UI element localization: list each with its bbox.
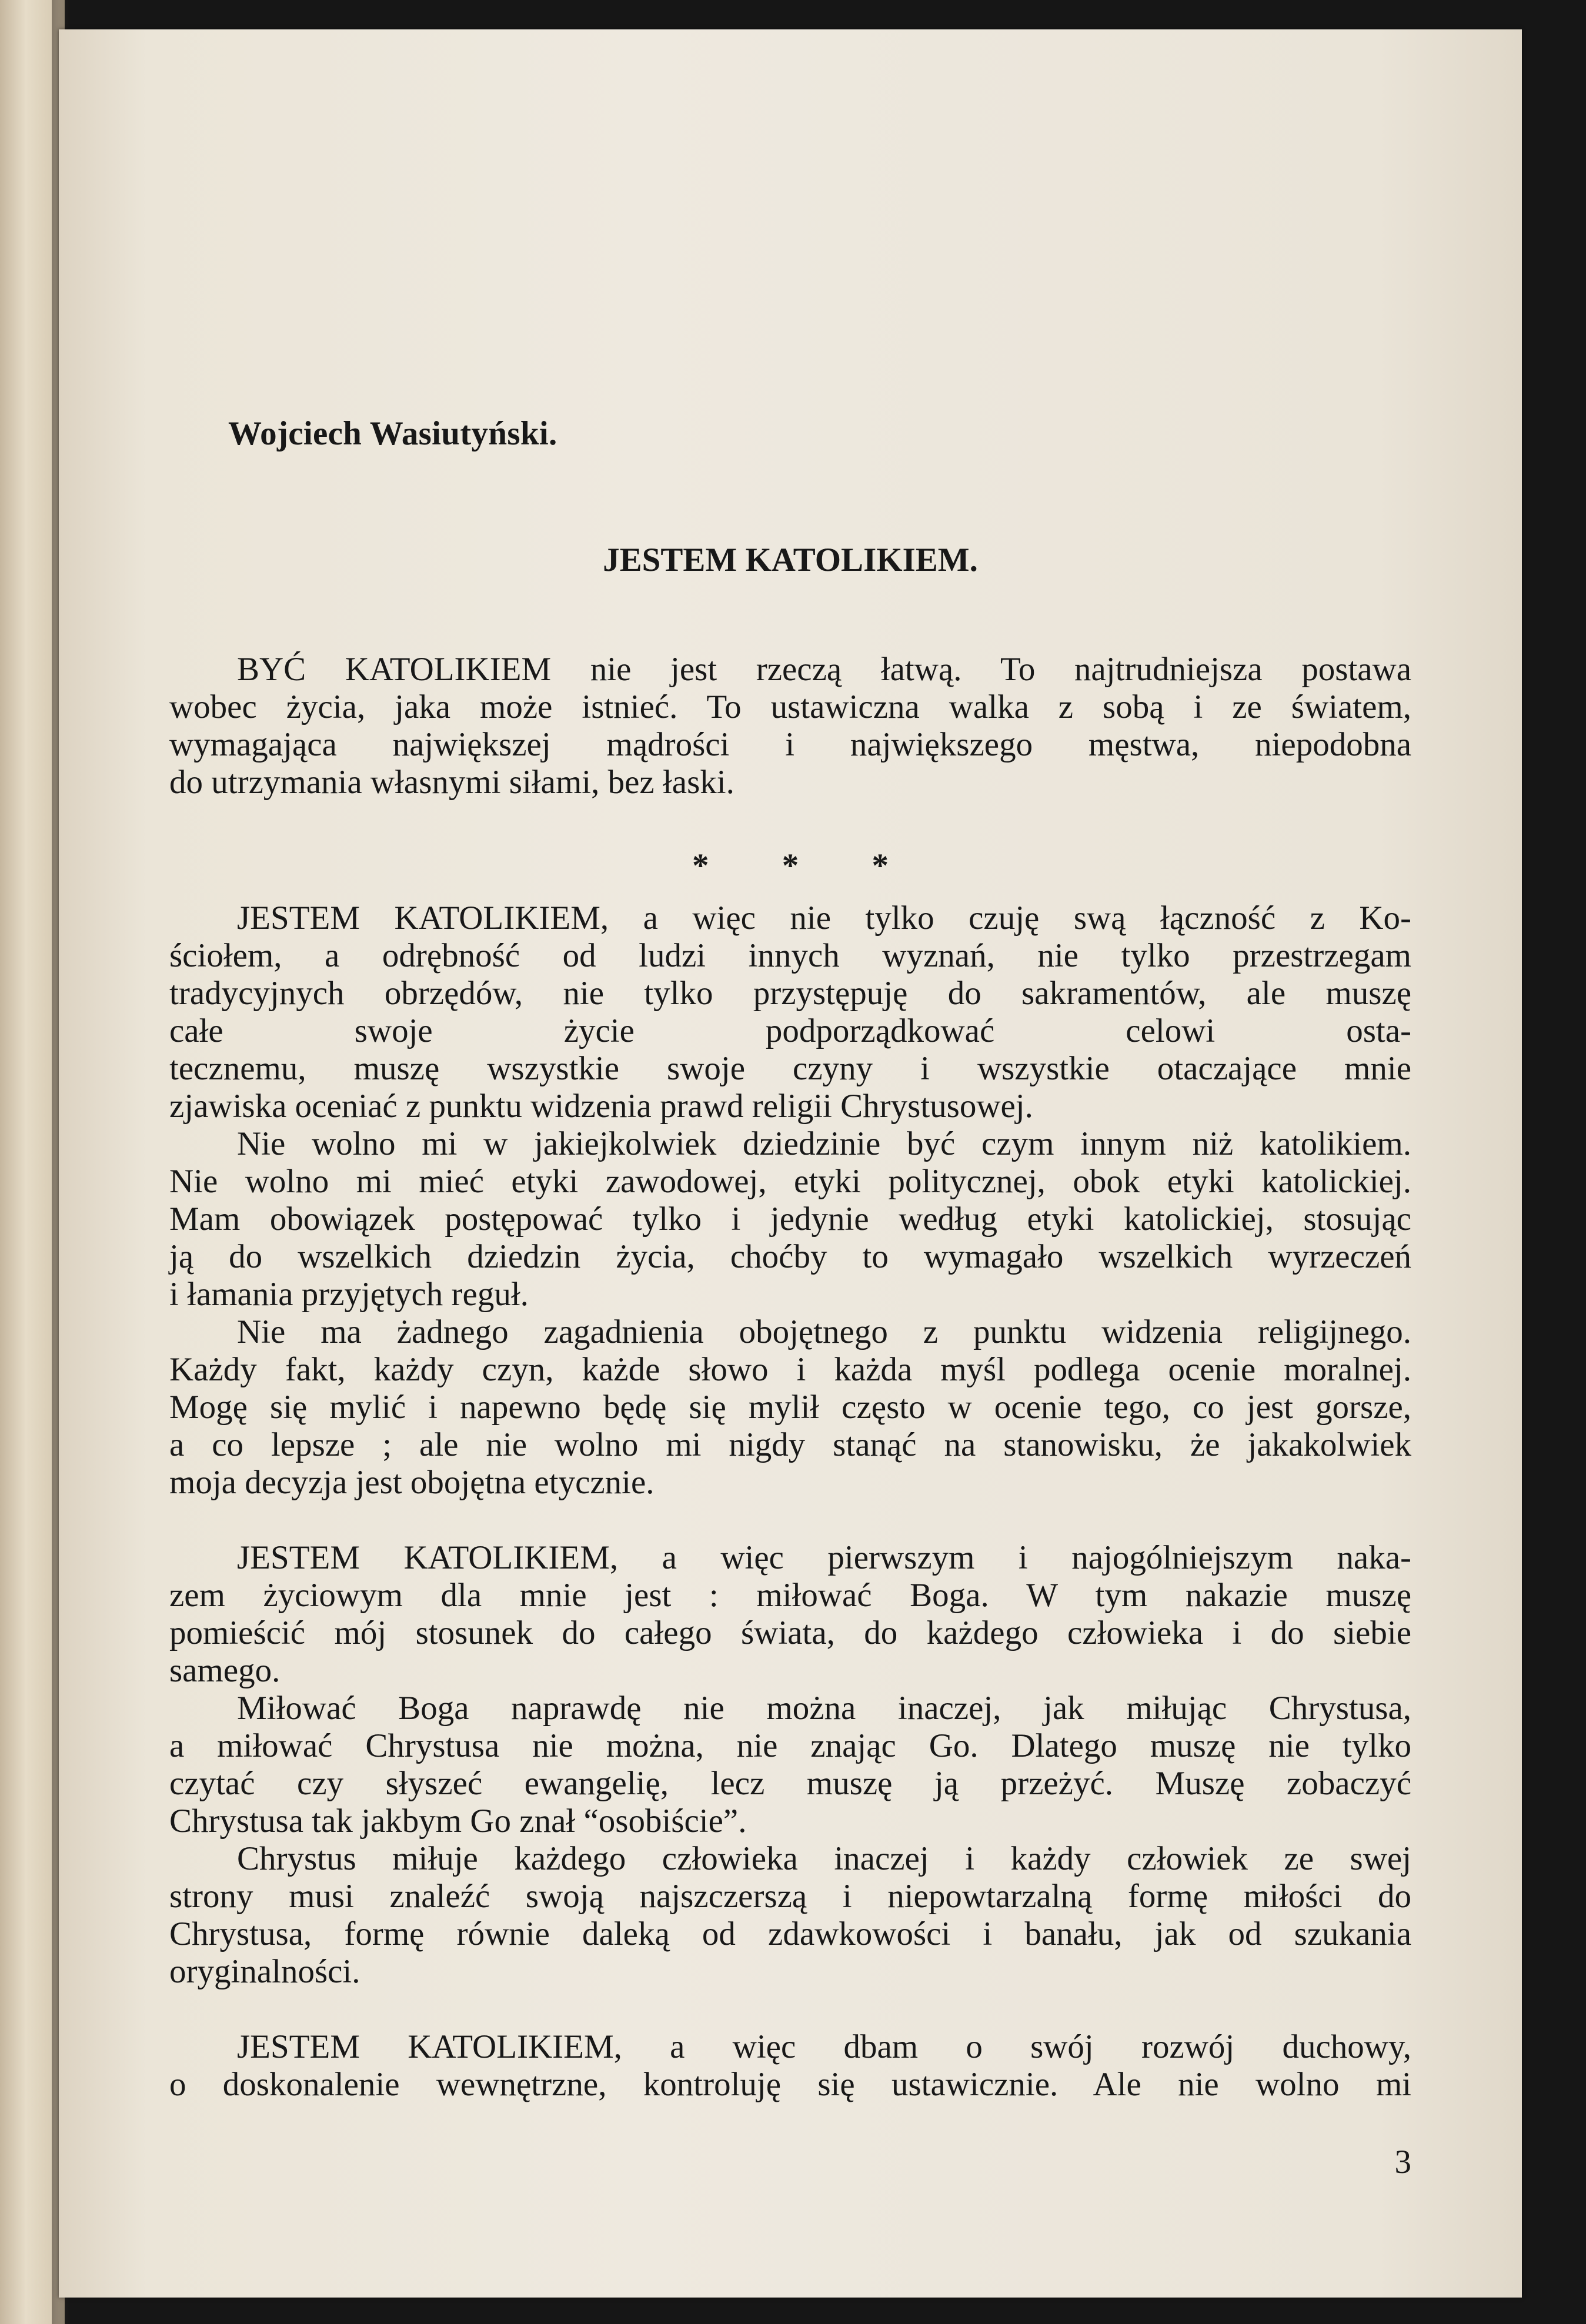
section-separator: * * * [692, 847, 889, 884]
text-line: samego. [169, 1652, 281, 1689]
text-line: Chrystusa tak jakbym Go znał “osobiście”. [169, 1803, 747, 1840]
text-line: pomieścić mój stosunek do całego świata, do każdego człowieka i do siebie [169, 1614, 1411, 1651]
text-line: moja decyzja jest obojętna etycznie. [169, 1464, 655, 1501]
text-line: o doskonalenie wewnętrzne, kontroluję się ustawicznie. Ale nie wolno mi [169, 2066, 1411, 2103]
text-line: czytać czy słyszeć ewangelię, lecz muszę ją przeżyć. Muszę zobaczyć [169, 1765, 1411, 1802]
text-line: wymagająca największej mądrości i największego męstwa, niepodobna [169, 726, 1411, 763]
text-line: tecznemu, muszę wszystkie swoje czyny i wszystkie otaczające mnie [169, 1050, 1411, 1087]
text-line: Mogę się mylić i napewno będę się mylił często w ocenie tego, co jest gorsze, [169, 1389, 1411, 1426]
text-line: oryginalności. [169, 1953, 360, 1990]
text-line: JESTEM KATOLIKIEM, a więc pierwszym i najogólniejszym naka- [237, 1539, 1411, 1576]
page-content [169, 29, 1411, 2263]
text-line: Chrystus miłuje każdego człowieka inaczej i każdy człowiek ze swej [237, 1840, 1411, 1877]
text-line: Nie ma żadnego zagadnienia obojętnego z punktu widzenia religijnego. [237, 1313, 1411, 1350]
text-line: Mam obowiązek postępować tylko i jedynie według etyki katolickiej, stosując [169, 1201, 1411, 1238]
chapter-title: JESTEM KATOLIKIEM. [603, 541, 978, 579]
text-line: Nie wolno mi mieć etyki zawodowej, etyki politycznej, obok etyki katolickiej. [169, 1163, 1411, 1200]
text-line: tradycyjnych obrzędów, nie tylko przystępuję do sakramentów, ale muszę [169, 975, 1411, 1012]
text-line: a miłować Chrystusa nie można, nie znając Go. Dlatego muszę nie tylko [169, 1727, 1411, 1764]
text-line: wobec życia, jaka może istnieć. To ustawiczna walka z sobą i ze światem, [169, 688, 1411, 725]
text-line: Nie wolno mi w jakiejkolwiek dziedzinie być czym innym niż katolikiem. [237, 1125, 1411, 1162]
text-line: strony musi znaleźć swoją najszczerszą i niepowtarzalną formę miłości do [169, 1878, 1411, 1915]
text-line: zem życiowym dla mnie jest : miłować Boga. W tym nakazie muszę [169, 1577, 1411, 1614]
author-name: Wojciech Wasiutyński. [228, 415, 557, 452]
text-line: Każdy fakt, każdy czyn, każde słowo i każda myśl podlega ocenie moralnej. [169, 1351, 1411, 1388]
text-line: zjawiska oceniać z punktu widzenia prawd religii Chrystusowej. [169, 1088, 1033, 1125]
text-line: BYĆ KATOLIKIEM nie jest rzeczą łatwą. To najtrudniejsza postawa [237, 651, 1411, 688]
text-line: ściołem, a odrębność od ludzi innych wyznań, nie tylko przestrzegam [169, 937, 1411, 974]
book-page [59, 29, 1522, 2298]
text-line: do utrzymania własnymi siłami, bez łaski. [169, 764, 734, 801]
text-line: całe swoje życie podporządkować celowi osta- [169, 1012, 1411, 1049]
text-line: JESTEM KATOLIKIEM, a więc nie tylko czuję swą łączność z Ko- [237, 899, 1411, 937]
text-line: ją do wszelkich dziedzin życia, choćby to wymagało wszelkich wyrzeczeń [169, 1238, 1411, 1275]
text-line: Chrystusa, formę równie daleką od zdawkowości i banału, jak od szukania [169, 1915, 1411, 1952]
text-line: JESTEM KATOLIKIEM, a więc dbam o swój rozwój duchowy, [237, 2028, 1411, 2065]
text-line: a co lepsze ; ale nie wolno mi nigdy stanąć na stanowisku, że jakakolwiek [169, 1426, 1411, 1463]
page-number: 3 [1394, 2144, 1411, 2181]
text-line: i łamania przyjętych reguł. [169, 1276, 529, 1313]
text-line: Miłować Boga naprawdę nie można inaczej, jak miłując Chrystusa, [237, 1690, 1411, 1727]
